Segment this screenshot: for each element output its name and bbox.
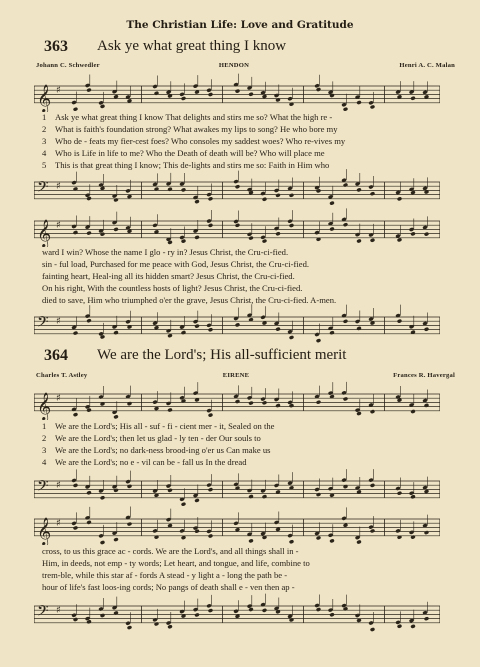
- sharp-icon: ♯: [56, 393, 61, 405]
- stanza-line: ward I win? Whose the name I glo - ry in? Jesus Christ, the Cru-ci-fied.: [42, 247, 289, 257]
- stanza-line: [42, 147, 345, 159]
- hymn-number: 364: [44, 347, 68, 364]
- stanza-number: 2: [42, 124, 47, 134]
- treble-clef-icon: 𝄞: [37, 391, 52, 420]
- music-staff: [34, 168, 440, 208]
- treble-clef-icon: 𝄞: [37, 218, 52, 247]
- stanza-line: [42, 135, 345, 147]
- sharp-icon: ♯: [56, 316, 61, 328]
- stanza-line: On his right, With the countless hosts of light? Jesus Christ, the Cru-ci-fied.: [42, 283, 303, 293]
- author-credit: Frances R. Havergal: [393, 372, 455, 379]
- stanza-text: This is that great thing I know; This de-lights and stirs me so: Faith in Him who: [55, 160, 330, 170]
- music-staff: [34, 592, 440, 632]
- bass-clef-icon: 𝄢: [37, 477, 49, 499]
- stanza-line: [42, 432, 274, 444]
- verse-block: [42, 545, 310, 593]
- hymn-number: 363: [44, 38, 68, 55]
- author-credit: Henri A. C. Malan: [399, 62, 455, 69]
- sharp-icon: ♯: [56, 220, 61, 232]
- bass-clef-icon: 𝄢: [37, 313, 49, 335]
- tune-name: EIRENE: [222, 372, 250, 379]
- stanza-text: Who de - feats my fier-cest foes? Who consoles my saddest woes? Who re-vives my: [55, 136, 346, 146]
- treble-clef-icon: 𝄞: [37, 83, 52, 112]
- music-staff: [34, 72, 440, 112]
- stanza-line: hour of life's fast loos-ing cords; No pangs of death shall e - ven then ap -: [42, 582, 295, 592]
- stanza-line: trem-ble, while this star af - fords A stead - y light a - long the path be -: [42, 570, 288, 580]
- music-staff: [34, 207, 440, 247]
- stanza-number: 5: [42, 160, 47, 170]
- sharp-icon: ♯: [56, 181, 61, 193]
- sharp-icon: ♯: [56, 518, 61, 530]
- stanza-text: We are the Lord's; then let us glad - ly ten - der Our souls to: [55, 433, 261, 443]
- stanza-line: [42, 444, 274, 456]
- composer-credit: Johann C. Schwedler: [36, 62, 100, 69]
- verse-block: [42, 246, 336, 306]
- stanza-line: cross, to us this grace ac - cords. We are the Lord's, and all things shall in -: [42, 546, 299, 556]
- sharp-icon: ♯: [56, 85, 61, 97]
- stanza-line: sin - ful load, Purchased for me peace with God, Jesus Christ, the Cru-ci-fied.: [42, 259, 310, 269]
- stanza-text: Who is Life in life to me? Who the Death of death will be? Who will place me: [55, 148, 325, 158]
- hymn-title: We are the Lord's; His all-sufficient merit: [97, 347, 347, 363]
- stanza-number: 2: [42, 433, 47, 443]
- stanza-line: Him, in deeds, not emp - ty words; Let heart, and tongue, and life, combine to: [42, 558, 310, 568]
- stanza-number: 4: [42, 148, 47, 158]
- stanza-text: We are the Lord's; His all - suf - fi - cient mer - it, Sealed on the: [55, 421, 275, 431]
- bass-clef-icon: 𝄢: [37, 178, 49, 200]
- stanza-text: We are the Lord's; no dark-ness brood-ing o'er us Can make us: [55, 445, 271, 455]
- music-staff: [34, 303, 440, 343]
- stanza-number: 3: [42, 445, 47, 455]
- music-staff: [34, 380, 440, 420]
- stanza-line: [42, 111, 345, 123]
- hymn-title: Ask ye what great thing I know: [97, 38, 287, 54]
- treble-clef-icon: 𝄞: [37, 516, 52, 545]
- stanza-number: 4: [42, 457, 47, 467]
- music-staff: [34, 467, 440, 507]
- bass-clef-icon: 𝄢: [37, 602, 49, 624]
- stanza-line: [42, 123, 345, 135]
- stanza-text: We are the Lord's; no e - vil can be - fall us In the dread: [55, 457, 247, 467]
- stanza-number: 3: [42, 136, 47, 146]
- stanza-number: 1: [42, 112, 47, 122]
- stanza-number: 1: [42, 421, 47, 431]
- sharp-icon: ♯: [56, 605, 61, 617]
- verse-block: [42, 420, 274, 468]
- stanza-line: [42, 420, 274, 432]
- stanza-text: Ask ye what great thing I know That delights and stirs me so? What the high re -: [55, 112, 333, 122]
- verse-block: [42, 111, 345, 171]
- tune-name: HENDON: [218, 62, 250, 69]
- stanza-line: died to save, Him who triumphed o'er the grave, Jesus Christ, the Cru-ci-fied. A-men.: [42, 295, 337, 305]
- sharp-icon: ♯: [56, 480, 61, 492]
- stanza-text: What is faith's foundation strong? What awakes my lips to song? He who bore my: [55, 124, 338, 134]
- running-header: The Christian Life: Love and Gratitude: [126, 19, 354, 31]
- music-staff: [34, 505, 440, 545]
- composer-credit: Charles T. Astley: [36, 372, 88, 379]
- stanza-line: fainting heart, Heal-ing all its hidden smart? Jesus Christ, the Cru-ci-fied.: [42, 271, 295, 281]
